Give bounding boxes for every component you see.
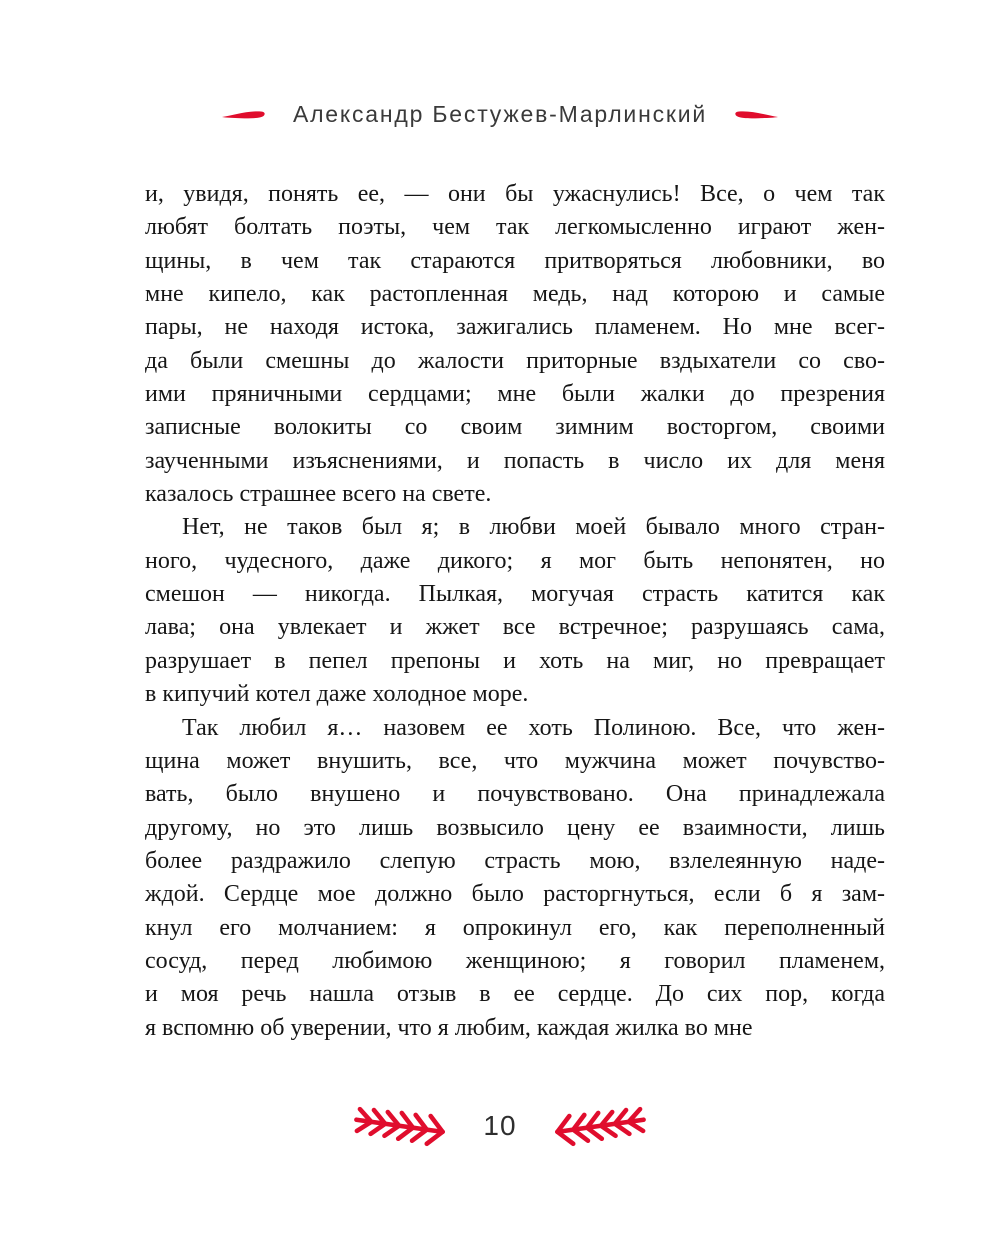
text-line: кнул его молчанием: я опрокинул его, как переполненный — [145, 914, 885, 941]
page-header — [0, 94, 1000, 134]
text-line: заученными изъяснениями, и попасть в число их для меня — [145, 447, 885, 474]
text-line: казалось страшнее всего на свете. — [145, 481, 492, 508]
text-line: смешон — никогда. Пылкая, могучая страсть катится как — [145, 581, 885, 608]
text-line: более раздражило слепую страсть мою, взлелеянную наде- — [145, 847, 885, 874]
text-line: я вспомню об уверении, что я любим, каждая жилка во мне — [145, 1014, 753, 1041]
text-line: щины, в чем так стараются притворяться любовники, во — [145, 247, 885, 274]
page-footer — [0, 1096, 1000, 1156]
text-line: ими пряничными сердцами; мне были жалки до презрения — [145, 381, 885, 408]
text-line: и, увидя, понять ее, — они бы ужаснулись! Все, о чем так — [145, 181, 885, 207]
laurel-branch-right-icon — [549, 1097, 649, 1155]
text-line: щина может внушить, все, что мужчина может почувство- — [145, 747, 885, 774]
text-line: мне кипело, как растопленная медь, над которою и самые — [145, 281, 885, 308]
text-line: и моя речь нашла отзыв в ее сердце. До сих пор, когда — [145, 981, 885, 1008]
text-line: лава; она увлекает и жжет все встречное; разрушаясь сама, — [145, 614, 885, 641]
author-name: Александр Бестужев-Марлинский — [292, 100, 708, 127]
text-line: другому, но это лишь возвысило цену ее взаимности, лишь — [145, 814, 885, 841]
red-dash-right-icon — [733, 106, 779, 122]
text-line: Нет, не таков был я; в любви моей бывало много стран- — [182, 514, 885, 541]
text-line: любят болтать поэты, чем так легкомысленно играют жен- — [145, 214, 885, 241]
paragraph — [145, 511, 885, 711]
red-dash-left-icon — [221, 106, 267, 122]
text-line: пары, не находя истока, зажигались пламенем. Но мне всег- — [145, 314, 885, 341]
text-line: ного, чудесного, даже дикого; я мог быть непонятен, но — [145, 547, 885, 574]
text-line: Так любил я… назовем ее хоть Полиною. Все, что жен- — [182, 714, 885, 741]
text-line: да были смешны до жалости приторные вздыхатели со сво- — [145, 347, 885, 374]
text-line: разрушает в пепел препоны и хоть на миг, но превращает — [145, 647, 885, 674]
text-line: в кипучий котел даже холодное море. — [145, 681, 529, 708]
text-line: ждой. Сердце мое должно было расторгнуться, если б я зам- — [145, 881, 885, 908]
text-line: вать, было внушено и почувствовано. Она принадлежала — [145, 781, 885, 808]
paragraph — [145, 178, 885, 511]
paragraph — [145, 712, 885, 1045]
laurel-branch-left-icon — [351, 1097, 451, 1155]
text-line: записные волокиты со своим зимним восторгом, своими — [145, 414, 885, 441]
text-line: сосуд, перед любимою женщиною; я говорил пламенем, — [145, 947, 885, 974]
body-text — [145, 178, 885, 1045]
page-number: 10 — [483, 1110, 517, 1141]
